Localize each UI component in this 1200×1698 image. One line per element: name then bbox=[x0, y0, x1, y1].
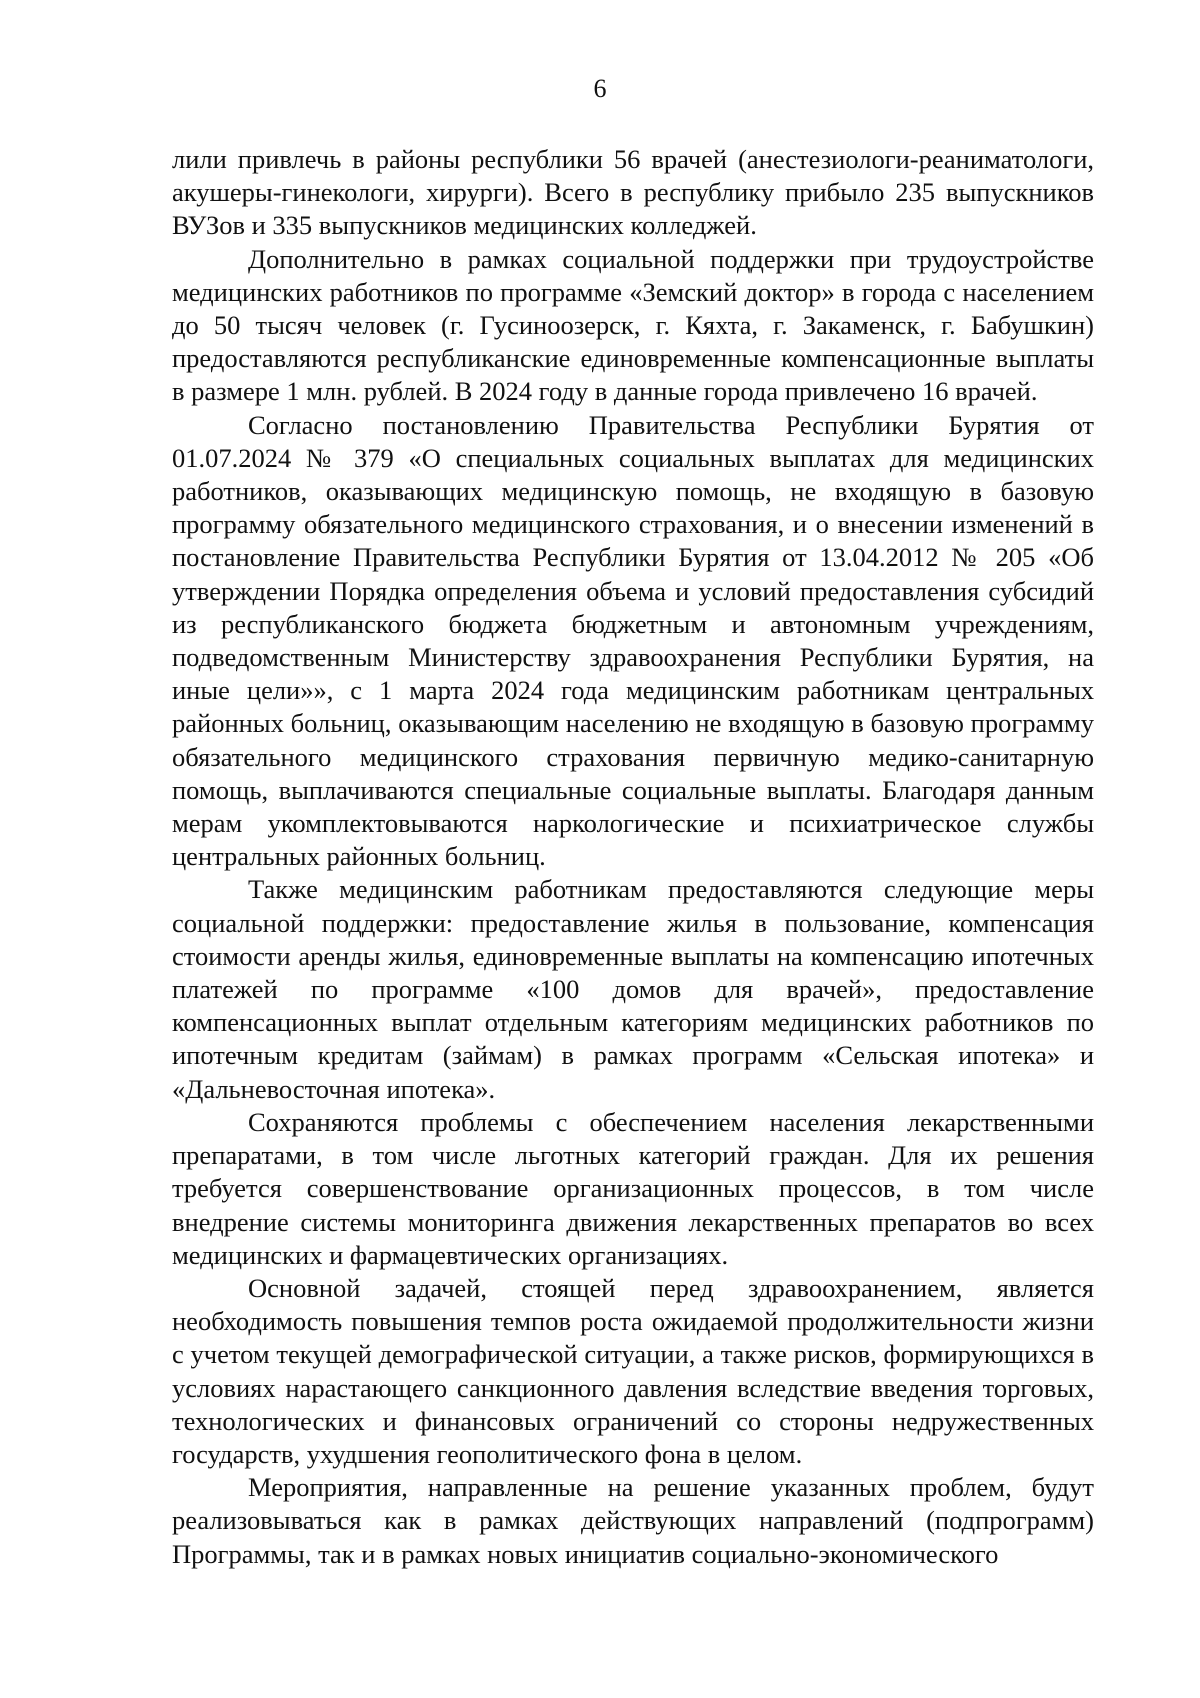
document-body bbox=[172, 143, 1094, 1571]
paragraph-main-task: Основной задачей, стоящей перед здравоохранением, является необходимость повышения темпов роста ожидаемой продолжительности жизни с учетом текущей демографической ситуации, а также рисков, формирующихся в условиях нарастающего санкционного давления вследствие введения торговых, технологических и финансовых ограничений со стороны недружественных государств, ухудшения геополитического фона в целом. bbox=[172, 1272, 1094, 1469]
paragraph-zemsky-doctor: Дополнительно в рамках социальной поддержки при трудоустройстве медицинских работников по программе «Земский доктор» в города с населением до 50 тысяч человек (г. Гусиноозерск, г. Кяхта, г. Закаменск, г. Бабушкин) предоставляются республиканские единовременные компенсационные выплаты в размере 1 млн. рублей. В 2024 году в данные города привлечено 16 врачей. bbox=[172, 243, 1094, 407]
paragraph-special-payments: Согласно постановлению Правительства Республики Бурятия от 01.07.2024 № 379 «О специальных социальных выплатах для медицинских работников, оказывающих медицинскую помощь, не входящую в базовую программу обязательного медицинского страхования, и о внесении изменений в постановление Правительства Республики Бурятия от 13.04.2012 № 205 «Об утверждении Порядка определения объема и условий предоставления субсидий из республиканского бюджета бюджетным и автономным учреждениям, подведомственным Министерству здравоохранения Республики Бурятия, на иные цели»», с 1 марта 2024 года медицинским работникам центральных районных больниц, оказывающим населению не входящую в базовую программу обязательного медицинского страхования первичную медико-санитарную помощь, выплачиваются специальные социальные выплаты. Благодаря данным мерам укомплектовываются наркологические и психиатрическое службы центральных районных больниц. bbox=[172, 409, 1094, 872]
paragraph-social-support: Также медицинским работникам предоставляются следующие меры социальной поддержки: предоставление жилья в пользование, компенсация стоимости аренды жилья, единовременные выплаты на компенсацию ипотечных платежей по программе «100 домов для врачей», предоставление компенсационных выплат отдельным категориям медицинских работников по ипотечным кредитам (займам) в рамках программ «Сельская ипотека» и «Дальневосточная ипотека». bbox=[172, 874, 1094, 1104]
paragraph-measures: Мероприятия, направленные на решение указанных проблем, будут реализовываться как в рамках действующих направлений (подпрограмм) Программы, так и в рамках новых инициатив социально-экономического bbox=[172, 1472, 1094, 1569]
paragraph-continuation: лили привлечь в районы республики 56 врачей (анестезиологи-реаниматологи, акушеры-гинекологи, хирурги). Всего в республику прибыло 235 выпускников ВУЗов и 335 выпускников медицинских колледжей. bbox=[172, 144, 1094, 241]
page-number: 6 bbox=[593, 74, 607, 103]
paragraph-medicines: Сохраняются проблемы с обеспечением населения лекарственными препаратами, в том числе льготных категорий граждан. Для их решения требуется совершенствование организационных процессов, в том числе внедрение системы мониторинга движения лекарственных препаратов во всех медицинских и фармацевтических организациях. bbox=[172, 1106, 1094, 1270]
